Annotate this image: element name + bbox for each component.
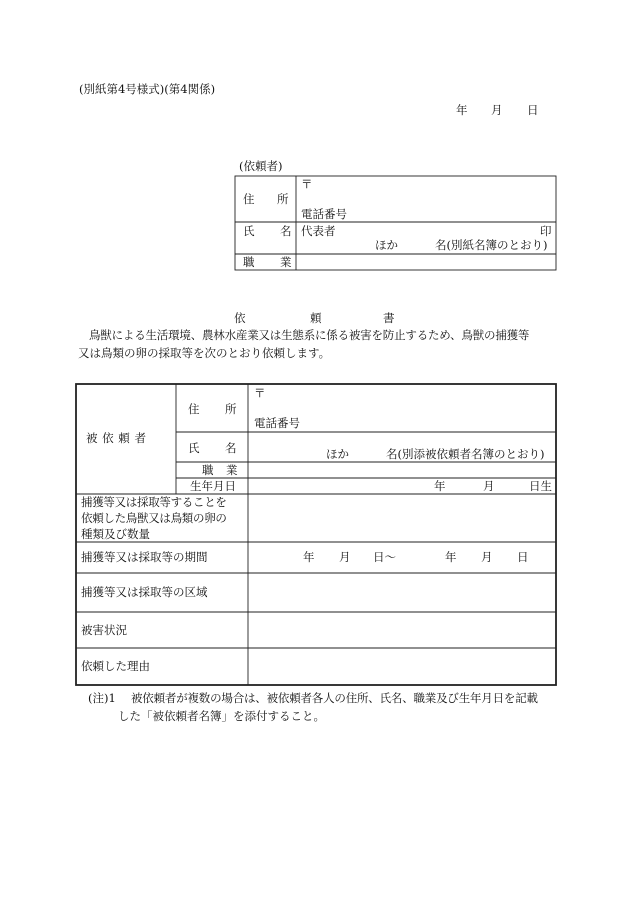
requester-section-label: (依頼者) xyxy=(239,159,283,173)
requestee-name-label-2: 名 xyxy=(225,441,237,455)
requestee-postal-mark: 〒 xyxy=(254,386,266,400)
requestee-phone-label: 電話番号 xyxy=(254,416,300,430)
requester-others-suffix: 名(別紙名簿のとおり) xyxy=(435,238,548,252)
requestee-label: 被 依 頼 者 xyxy=(86,431,147,445)
date-month-label: 月 xyxy=(491,103,503,117)
date-year-label: 年 xyxy=(456,103,468,117)
requestee-birthdate-label: 生年月日 xyxy=(190,479,236,493)
title-char-3: 書 xyxy=(383,311,395,325)
intro-line-2: 又は鳥類の卵の採取等を次のとおり依頼します。 xyxy=(78,346,331,360)
damage-label: 被害状況 xyxy=(81,623,127,637)
requester-name-label-1: 氏 xyxy=(243,224,255,238)
form-reference: (別紙第4号様式)(第4関係) xyxy=(79,82,216,96)
requester-address-label-1: 住 xyxy=(243,192,255,206)
requestee-name-label-1: 氏 xyxy=(188,441,200,455)
period-label: 捕獲等又は採取等の期間 xyxy=(81,550,208,564)
requester-address-label-2: 所 xyxy=(277,192,289,206)
area-label: 捕獲等又は採取等の区域 xyxy=(81,585,208,599)
requester-others-hoka: ほか xyxy=(375,238,398,252)
date-day-label: 日 xyxy=(527,103,539,117)
note-prefix: (注)1 xyxy=(88,691,116,705)
note-line-2: した「被依頼者名簿」を添付すること。 xyxy=(118,709,325,723)
requestee-others-hoka: ほか xyxy=(326,447,349,461)
period-start-year: 年 xyxy=(303,550,315,564)
title-char-1: 依 xyxy=(234,311,246,325)
requester-seal-label: 印 xyxy=(540,224,552,238)
period-end-year: 年 xyxy=(445,550,457,564)
birth-day-label: 日生 xyxy=(529,479,552,493)
birth-month-label: 月 xyxy=(483,479,495,493)
requester-phone-label: 電話番号 xyxy=(301,207,347,221)
requestee-occupation-label-2: 業 xyxy=(226,463,238,477)
requester-name-label-2: 名 xyxy=(280,224,292,238)
requester-postal-mark: 〒 xyxy=(301,177,313,191)
requester-representative-label: 代表者 xyxy=(301,224,336,238)
birth-year-label: 年 xyxy=(434,479,446,493)
requester-occupation-label-2: 業 xyxy=(280,255,292,269)
species-label-line-1: 捕獲等又は採取等することを xyxy=(81,495,227,509)
intro-line-1: 鳥獣による生活環境、農林水産業又は生態系に係る被害を防止するため、鳥獣の捕獲等 xyxy=(89,328,530,342)
requester-occupation-label-1: 職 xyxy=(243,255,255,269)
title-char-2: 頼 xyxy=(310,311,322,325)
requestee-address-label-2: 所 xyxy=(225,402,237,416)
period-end-day: 日 xyxy=(517,550,529,564)
requestee-address-label-1: 住 xyxy=(188,402,200,416)
species-label-line-2: 依頼した鳥獣又は鳥類の卵の xyxy=(81,511,227,525)
period-start-month: 月 xyxy=(339,550,351,564)
reason-label: 依頼した理由 xyxy=(81,659,150,673)
species-label-line-3: 種類及び数量 xyxy=(81,527,150,541)
requestee-occupation-label-1: 職 xyxy=(202,463,214,477)
period-start-day: 日～ xyxy=(373,550,396,564)
note-line-1: 被依頼者が複数の場合は、被依頼者各人の住所、氏名、職業及び生年月日を記載 xyxy=(131,691,538,705)
requestee-others-suffix: 名(別添被依頼者名簿のとおり) xyxy=(386,447,545,461)
period-end-month: 月 xyxy=(481,550,493,564)
